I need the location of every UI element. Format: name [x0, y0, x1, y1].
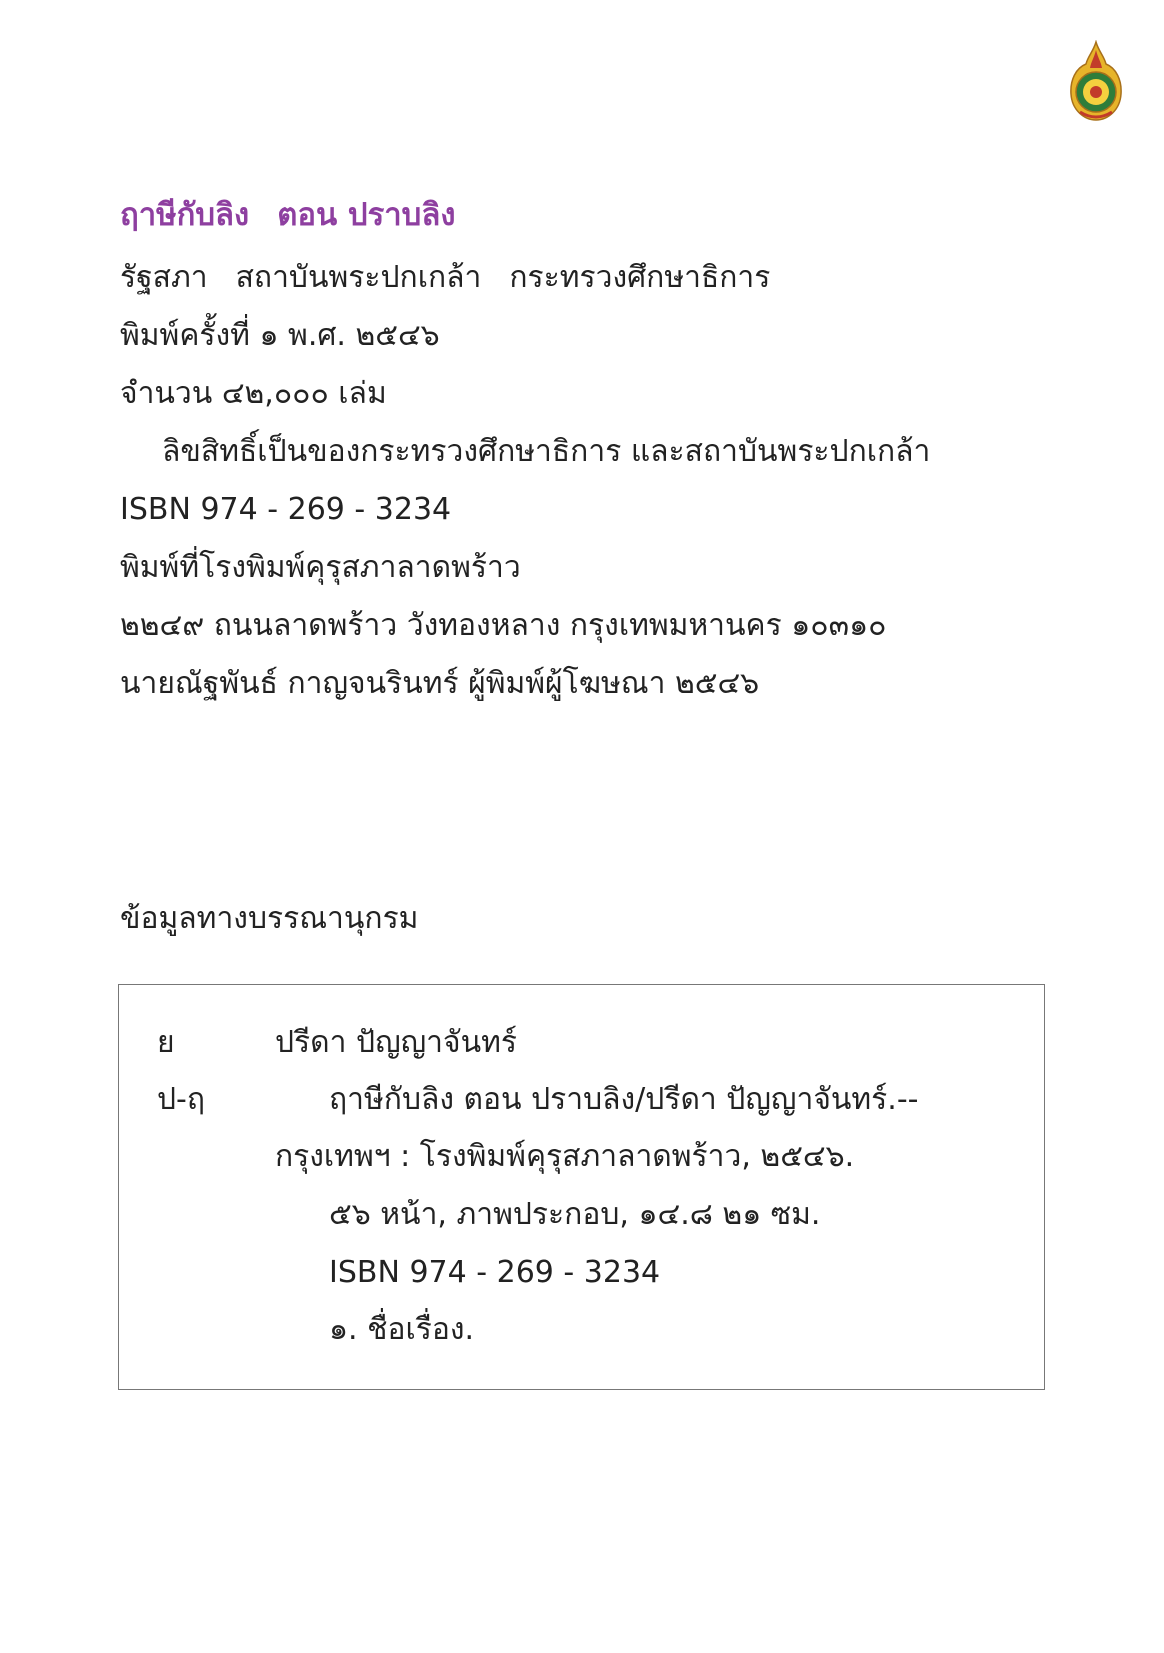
catalog-subject: ๑. ชื่อเรื่อง.	[329, 1312, 475, 1347]
book-title-episode: ตอน ปราบลิง	[277, 197, 456, 233]
catalog-call-label: ป-ฤ	[157, 1082, 206, 1117]
catalog-title-line: ฤาษีกับลิง ตอน ปราบลิง/ปรีดา ปัญญาจันทร์.--	[329, 1082, 919, 1117]
catalog-heading: ข้อมูลทางบรรณานุกรม	[120, 901, 419, 936]
publisher-2: สถาบันพระปกเกล้า	[235, 260, 482, 295]
book-title-main: ฤาษีกับลิง	[120, 197, 250, 233]
address-line: ๒๒๔๙ ถนนลาดพร้าว วังทองหลาง กรุงเทพมหานคร ๑๐๓๑๐	[120, 608, 887, 643]
publisher-1: รัฐสภา	[120, 260, 208, 295]
copyright-line: ลิขสิทธิ์เป็นของกระทรวงศึกษาธิการ และสถาบันพระปกเกล้า	[162, 434, 931, 469]
printer-line: นายณัฐพันธ์ กาญจนรินทร์ ผู้พิมพ์ผู้โฆษณา ๒๕๔๖	[120, 666, 760, 701]
ministry-emblem-icon	[1066, 40, 1126, 122]
publisher-3: กระทรวงศึกษาธิการ	[509, 260, 771, 295]
catalog-author: ปรีดา ปัญญาจันทร์	[275, 1025, 518, 1060]
catalog-card	[118, 984, 1045, 1390]
copies-line: จำนวน ๔๒,๐๐๐ เล่ม	[120, 376, 387, 411]
catalog-class-label: ย	[157, 1025, 175, 1060]
catalog-isbn: ISBN 974 - 269 - 3234	[329, 1255, 661, 1290]
isbn-line: ISBN 974 - 269 - 3234	[120, 492, 452, 527]
edition-line: พิมพ์ครั้งที่ ๑ พ.ศ. ๒๕๔๖	[120, 318, 440, 353]
publishers-line	[120, 260, 771, 295]
book-title	[120, 197, 456, 233]
catalog-imprint-line: กรุงเทพฯ : โรงพิมพ์คุรุสภาลาดพร้าว, ๒๕๔๖.	[275, 1139, 855, 1174]
printed-at-line: พิมพ์ที่โรงพิมพ์คุรุสภาลาดพร้าว	[120, 550, 521, 585]
catalog-collation: ๕๖ หน้า, ภาพประกอบ, ๑๔.๘ ๒๑ ซม.	[329, 1197, 821, 1232]
